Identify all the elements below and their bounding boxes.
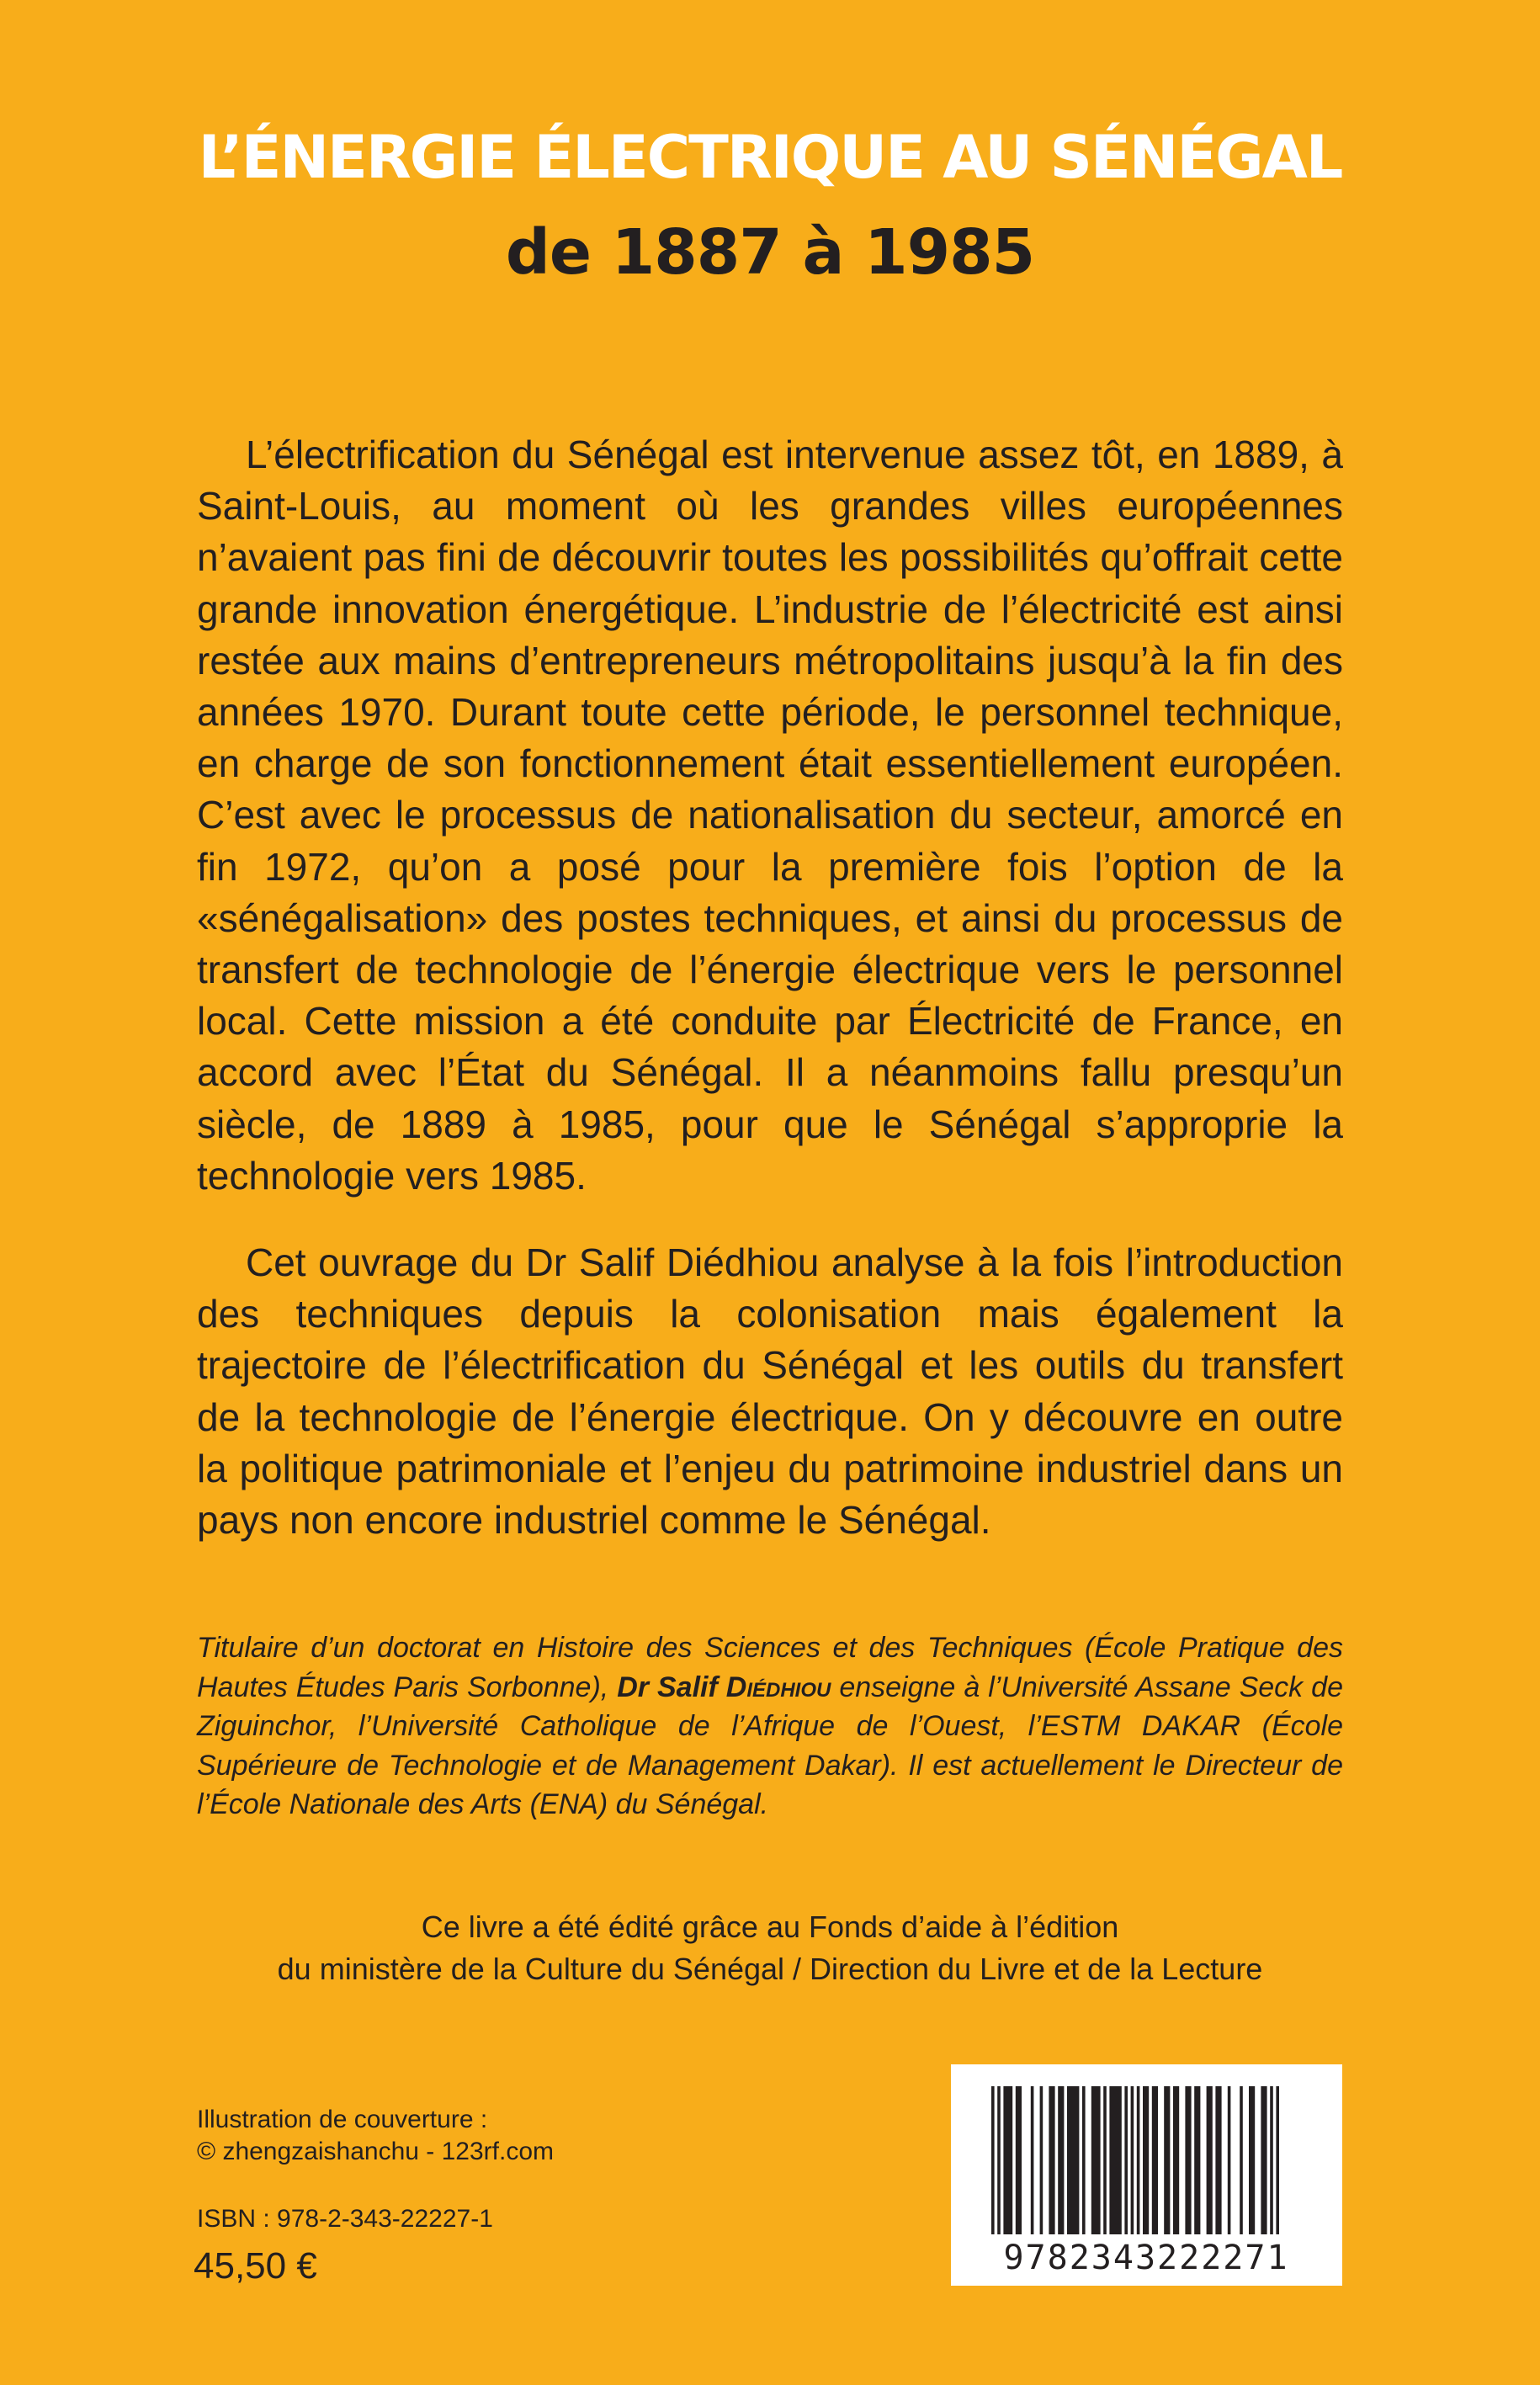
- barcode-bar-10: [1091, 2086, 1101, 2234]
- barcode-bar-19: [1173, 2086, 1179, 2234]
- barcode-bar-20: [1185, 2086, 1191, 2234]
- barcode-bar-21: [1194, 2086, 1200, 2234]
- barcode-bar-28: [1270, 2086, 1273, 2234]
- barcode-bar-9: [1082, 2086, 1086, 2234]
- author-bio: [197, 1628, 1343, 1825]
- barcode-digits: 9782343222271: [1003, 2239, 1289, 2277]
- funding-notice: [0, 1906, 1540, 1990]
- barcode-graphic: [951, 2064, 1342, 2286]
- barcode: [951, 2064, 1342, 2286]
- barcode-bar-16: [1143, 2086, 1149, 2234]
- barcode-bars: [991, 2086, 1279, 2234]
- barcode-bar-0: [991, 2086, 995, 2234]
- barcode-bar-6: [1049, 2086, 1054, 2234]
- barcode-bar-24: [1228, 2086, 1231, 2234]
- barcode-bar-17: [1152, 2086, 1158, 2234]
- bio-text-after: enseigne à l’Université Assane Seck de Ziguinchor, l’Université Catholique de l’Afrique de l’Ouest, l’ESTM DAKAR (École Supérieure de Technologie et de Management Dakar). Il est actuellement le Directeur de l’École Nationale des Arts (ENA) du Sénégal.: [197, 1671, 1343, 1821]
- barcode-bar-29: [1276, 2086, 1279, 2234]
- author-last-name: Diédhiou: [725, 1671, 831, 1703]
- summary-paragraph-2: Cet ouvrage du Dr Salif Diédhiou analyse à la fois l’introduction des techniques depuis la colonisation mais également la trajectoire de l’électrification du Sénégal et les outils du transfert de la technologie de l’énergie électrique. On y découvre en outre la politique patrimoniale et l’enjeu du patrimoine industriel dans un pays non encore industriel comme le Sénégal.: [197, 1240, 1343, 1543]
- book-title: L’ÉNERGIE ÉLECTRIQUE AU SÉNÉGAL: [198, 123, 1342, 192]
- barcode-bar-1: [997, 2086, 1001, 2234]
- barcode-bar-8: [1067, 2086, 1079, 2234]
- bio-text-before: Titulaire d’un doctorat en Histoire des Sciences et des Techniques (École Pratique des Hautes Études Paris Sorbonne),: [197, 1632, 1343, 1703]
- summary-paragraph-1: L’électrification du Sénégal est intervenue assez tôt, en 1889, à Saint-Louis, au moment où les grandes villes européennes n’avaient pas fini de découvrir toutes les possibilités qu’offrait cette grande innovation énergétique. L’industrie de l’électricité est ainsi restée aux mains d’entrepreneurs métropolitains jusqu’à la fin des années 1970. Durant toute cette période, le personnel technique, en charge de son fonctionnement était essentiellement européen. C’est avec le processus de nationalisation du secteur, amorcé en fin 1972, qu’on a posé pour la première fois l’option de la «sénégalisation» des postes techniques, et ainsi du processus de transfert de technologie de l’énergie électrique vers le personnel local. Cette mission a été conduite par Électricité de France, en accord avec l’État du Sénégal. Il a néanmoins fallu presqu’un siècle, de 1889 à 1985, pour que le Sénégal s’approprie la technologie vers 1985.: [197, 433, 1343, 1198]
- barcode-bar-13: [1124, 2086, 1128, 2234]
- barcode-bar-22: [1207, 2086, 1213, 2234]
- barcode-bar-5: [1040, 2086, 1043, 2234]
- book-subtitle: de 1887 à 1985: [505, 216, 1035, 289]
- author-name: [617, 1671, 831, 1703]
- author-first-name: Dr Salif: [617, 1671, 726, 1703]
- barcode-bar-15: [1137, 2086, 1140, 2234]
- barcode-bar-23: [1215, 2086, 1221, 2234]
- barcode-bar-12: [1109, 2086, 1121, 2234]
- funding-line-1: Ce livre a été édité grâce au Fonds d’aide à l’édition: [421, 1910, 1119, 1944]
- barcode-bar-3: [1016, 2086, 1022, 2234]
- funding-line-2: du ministère de la Culture du Sénégal / Direction du Livre et de la Lecture: [277, 1952, 1263, 1986]
- price: 45,50 €: [194, 2245, 317, 2287]
- barcode-bar-4: [1031, 2086, 1034, 2234]
- cover-illustration-credit: [197, 2104, 554, 2168]
- isbn: ISBN : 978-2-343-22227-1: [197, 2205, 493, 2233]
- barcode-bar-18: [1164, 2086, 1170, 2234]
- barcode-bar-14: [1131, 2086, 1134, 2234]
- barcode-bar-7: [1058, 2086, 1064, 2234]
- barcode-bar-27: [1261, 2086, 1267, 2234]
- barcode-bar-2: [1003, 2086, 1012, 2234]
- barcode-bar-11: [1103, 2086, 1107, 2234]
- barcode-bar-25: [1240, 2086, 1243, 2234]
- credit-label: Illustration de couverture :: [197, 2106, 488, 2133]
- barcode-bar-26: [1249, 2086, 1255, 2234]
- credit-value: © zhengzaishanchu - 123rf.com: [197, 2138, 554, 2165]
